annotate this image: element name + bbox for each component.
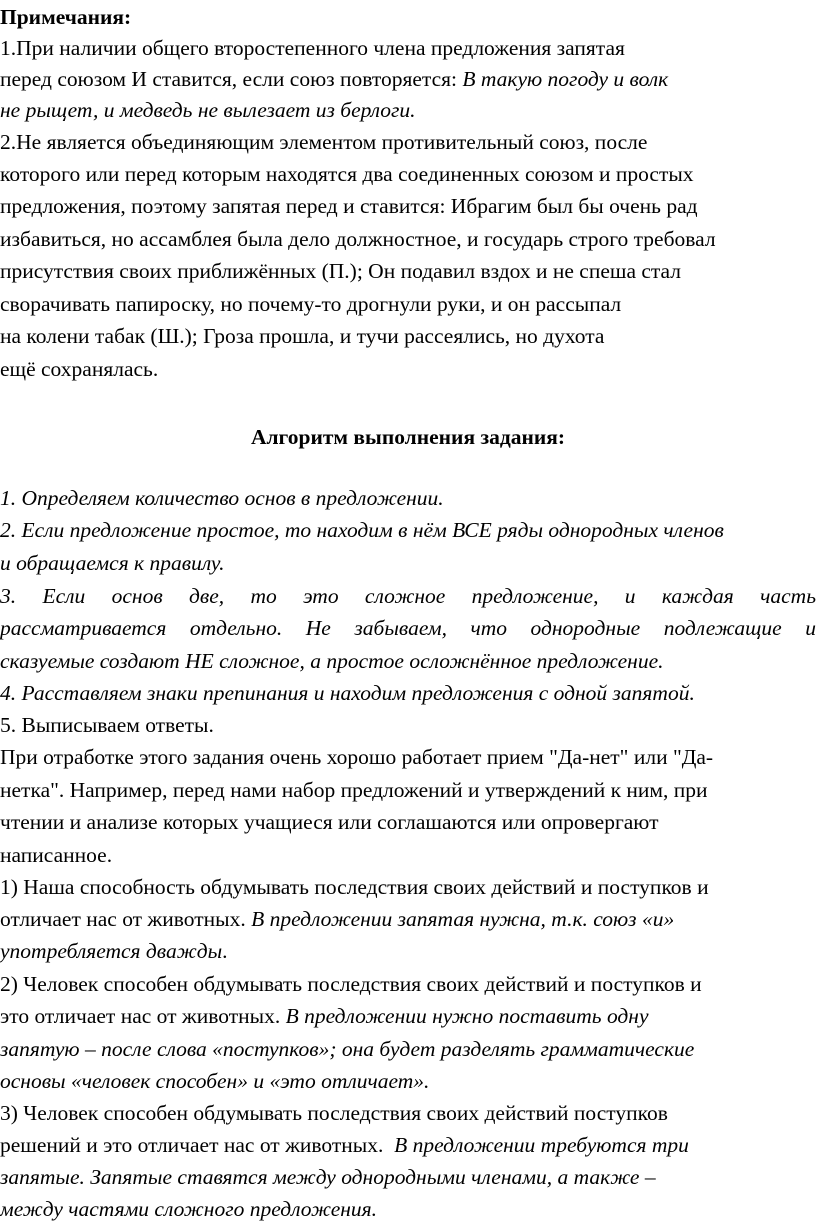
note2-line7: на колени табак (Ш.); Гроза прошла, и тучи рассеялись, но духота (0, 324, 605, 348)
example1-line2 (0, 905, 674, 933)
note1-line2 (0, 65, 668, 93)
algorithm-step-1: 1. Определяем количество основ в предложении. (0, 486, 444, 510)
example2-line1: 2) Человек способен обдумывать последствия своих действий и поступков и (0, 972, 702, 996)
example3-comment-middle: запятые. Запятые ставятся между однородными членами, а также – (0, 1165, 656, 1189)
technique-line2: нетка". Например, перед нами набор предложений и утверждений к ним, при (0, 778, 708, 802)
technique-line1: При отработке этого задания очень хорошо работает прием "Да-нет" или "Да- (0, 745, 714, 769)
example3-comment-end: между частями сложного предложения. (0, 1197, 378, 1221)
algorithm-step-5: 5. Выписываем ответы. (0, 713, 214, 737)
example3-line2 (0, 1131, 689, 1159)
note2-line1: 2.Не является объединяющим элементом противительный союз, после (0, 130, 648, 154)
note2-line6: сворачивать папироску, но почему-то дрогнули руки, и он рассыпал (0, 292, 622, 316)
example2-comment-middle: запятую – после слова «поступков»; она будет разделять грамматические (0, 1037, 695, 1061)
note1-example-end: не рыщет, и медведь не вылезает из берлоги. (0, 98, 416, 122)
technique-line3: чтении и анализе которых учащиеся или соглашаются или опровергают (0, 810, 659, 834)
example3-comment-start: В предложении требуются три (394, 1133, 689, 1157)
note1-example-start: В такую погоду и волк (462, 67, 669, 91)
example3-line2-text: решений и это отличает нас от животных. (0, 1133, 395, 1157)
note2-line2: которого или перед которым находятся два соединенных союзом и простых (0, 162, 694, 186)
example1-period: . (222, 939, 228, 963)
note2-line3: предложения, поэтому запятая перед и ставится: Ибрагим был бы очень рад (0, 194, 698, 218)
note1-line1: 1.При наличии общего второстепенного члена предложения запятая (0, 36, 625, 60)
algorithm-step-3-line3: сказуемые создают НЕ сложное, а простое осложнённое предложение. (0, 649, 664, 673)
note2-line4: избавиться, но ассамблея была дело должностное, и государь строго требовал (0, 227, 716, 251)
example1-line3 (0, 937, 228, 965)
algorithm-step-3-line2: рассматривается отдельно. Не забываем, что однородные подлежащие и (0, 616, 816, 640)
algorithm-heading: Алгоритм выполнения задания: (250, 425, 566, 449)
example2-comment-end: основы «человек способен» и «это отличает». (0, 1069, 430, 1093)
example3-line1: 3) Человек способен обдумывать последствия своих действий поступков (0, 1101, 668, 1125)
example2-line2 (0, 1002, 649, 1030)
example1-comment-end: употребляется дважды (0, 939, 223, 963)
notes-heading: Примечания: (0, 5, 132, 29)
technique-line4: написанное. (0, 843, 113, 867)
algorithm-step-3-line1: 3. Если основ две, то это сложное предложение, и каждая часть (0, 584, 816, 608)
algorithm-step-4: 4. Расставляем знаки препинания и находим предложения с одной запятой. (0, 681, 695, 705)
example2-line2-text: это отличает нас от животных. (0, 1004, 286, 1028)
algorithm-step-2-line1: 2. Если предложение простое, то находим в нём ВСЕ ряды однородных членов (0, 518, 724, 542)
note2-line8: ещё сохранялась. (0, 357, 159, 381)
example2-comment-start: В предложении нужно поставить одну (285, 1004, 649, 1028)
example1-line2-text: отличает нас от животных. (0, 907, 252, 931)
example1-line1: 1) Наша способность обдумывать последствия своих действий и поступков и (0, 875, 709, 899)
note2-line5: присутствия своих приближённых (П.); Он подавил вздох и не спеша стал (0, 259, 682, 283)
example1-comment-start: В предложении запятая нужна, т.к. союз «и» (251, 907, 675, 931)
algorithm-step-2-line2: и обращаемся к правилу. (0, 551, 225, 575)
note1-line2-text: перед союзом И ставится, если союз повторяется: (0, 67, 463, 91)
